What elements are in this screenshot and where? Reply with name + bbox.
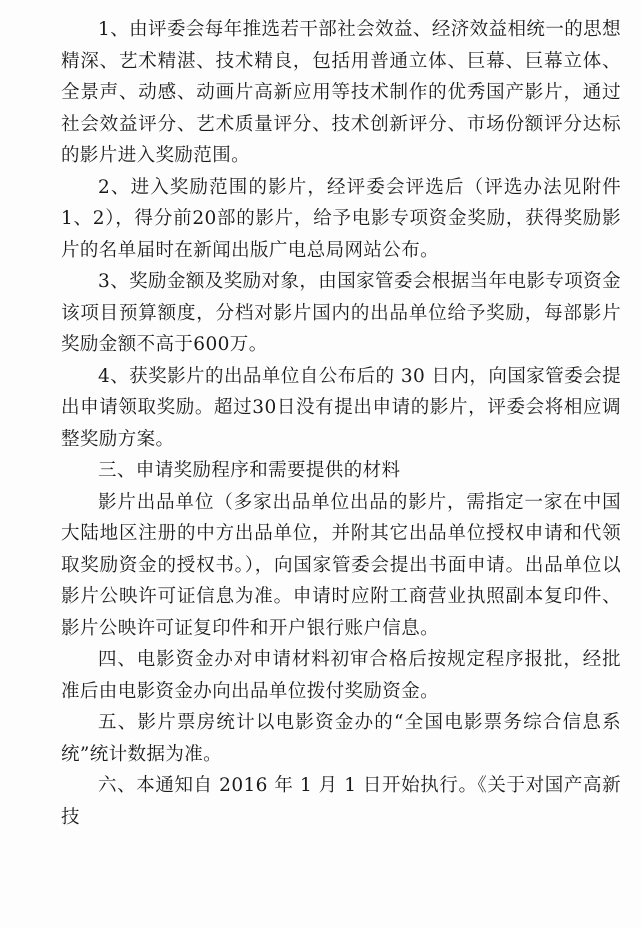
paragraph-award-application: 4、获奖影片的出品单位自公布后的 30 日内，向国家管委会提出申请领取奖励。超过30日没有提出申请的影片，评委会将相应调整奖励方案。 (61, 365, 621, 450)
section-six-effective-date: 六、本通知自 2016 年 1 月 1 日开始执行。《关于对国产高新技 (61, 775, 621, 828)
paragraph-award-scope: 1、由评委会每年推选若干部社会效益、经济效益相统一的思想精深、艺术精湛、技术精良，包括用普通立体、巨幕、巨幕立体、全景声、动感、动画片高新应用等技术制作的优秀国产影片，通过社会效益评分、艺术质量评分、技术创新评分、市场份额评分达标的影片进入奖励范围。 (61, 19, 621, 166)
paragraph-award-amount: 3、奖励金额及奖励对象，由国家管委会根据当年电影专项资金该项目预算额度，分档对影片国内的出品单位给予奖励，每部影片奖励金额不高于600万。 (61, 271, 621, 355)
paragraph-application-materials: 影片出品单位（多家出品单位出品的影片，需指定一家在中国大陆地区注册的中方出品单位，并附其它出品单位授权申请和代领取奖励资金的授权书。），向国家管委会提出书面申请。出品单位以影片公映许可证信息为准。申请时应附工商营业执照副本复印件、影片公映许可证复印件和开户银行账户信息。 (61, 491, 621, 639)
section-heading-application-procedure: 三、申请奖励程序和需要提供的材料 (98, 460, 401, 481)
paragraph-award-selection: 2、进入奖励范围的影片，经评委会评选后（评选办法见附件1、2），得分前20部的影片，给予电影专项资金奖励，获得奖励影片的名单届时在新闻出版广电总局网站公布。 (61, 176, 621, 261)
section-five-box-office-statistics: 五、影片票房统计以电影资金办的“全国电影票务综合信息系统”统计数据为准。 (61, 712, 621, 765)
section-four-review-approval: 四、电影资金办对申请材料初审合格后按规定程序报批，经批准后由电影资金办向出品单位拨付奖励资金。 (61, 649, 621, 702)
